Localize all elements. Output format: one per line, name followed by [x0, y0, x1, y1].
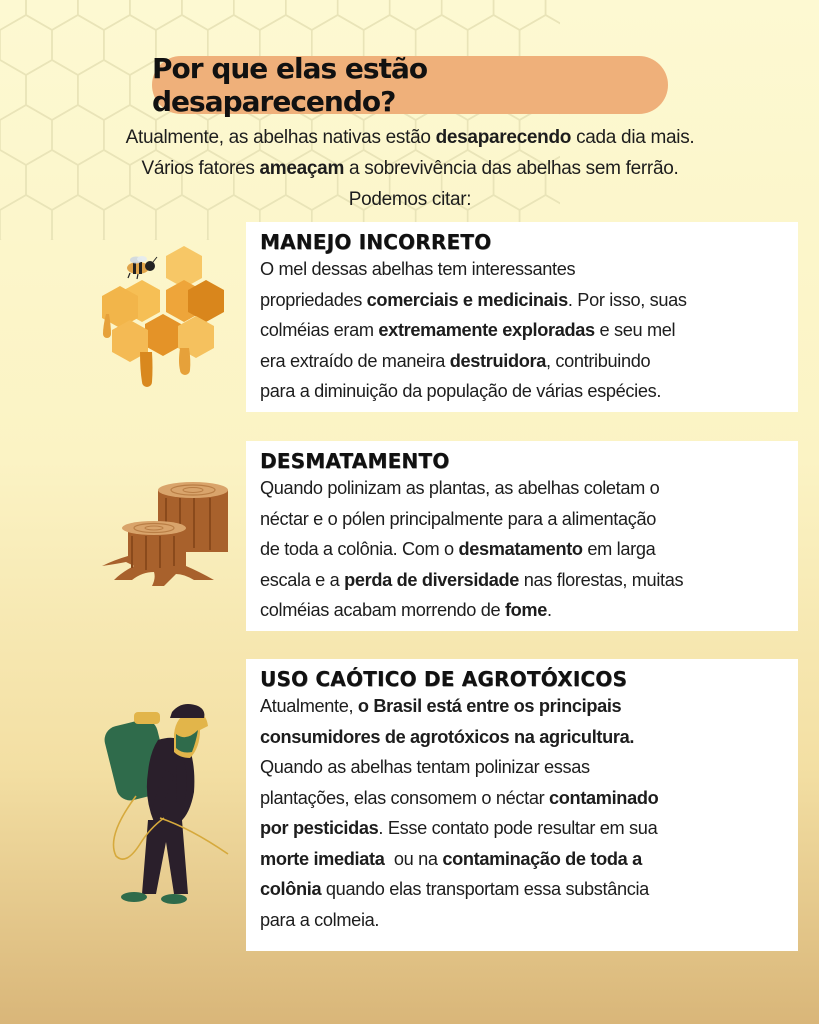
- text-run: Quando polinizam as plantas, as abelhas coletam o: [260, 478, 660, 498]
- body-line: [260, 254, 784, 285]
- bold-text-run: consumidores de agrotóxicos na agricultura.: [260, 726, 635, 747]
- section-body: [260, 473, 784, 626]
- text-run: . Por isso, suas: [567, 289, 687, 310]
- body-line: [260, 504, 784, 535]
- text-run: e seu mel: [594, 320, 676, 340]
- hexagon-cell: [546, 0, 560, 30]
- section-heading: DESMATAMENTO: [260, 449, 450, 473]
- hexagon-cell: [0, 60, 26, 120]
- text-run: Quando as abelhas tentam polinizar essas: [260, 757, 590, 777]
- honeycomb-bee-icon: [96, 244, 228, 394]
- text-run: plantações, elas consomem o néctar: [260, 787, 550, 808]
- text-run: Atualmente, as abelhas nativas estão: [125, 127, 436, 148]
- body-line: [260, 534, 784, 565]
- bold-text-run: contaminado: [549, 787, 659, 808]
- text-run: escala e a: [260, 569, 345, 590]
- bold-text-run: o Brasil está entre os principais: [357, 696, 622, 716]
- body-line: [260, 376, 784, 407]
- hexagon-cell: [234, 0, 286, 30]
- text-run: Podemos citar:: [348, 189, 472, 210]
- section-card-manejo: [246, 222, 798, 412]
- text-run: para a colmeia.: [260, 909, 380, 930]
- hexagon-cell: [0, 195, 52, 240]
- text-run: .: [547, 600, 552, 620]
- hexagon-cell: [26, 0, 78, 30]
- hexagon-cell: [0, 15, 52, 75]
- hexagon-cell: [0, 150, 26, 210]
- hexagon-cell: [182, 0, 234, 30]
- hexagon-cell: [104, 15, 156, 75]
- section-heading: MANEJO INCORRETO: [260, 230, 492, 254]
- text-run: ou na: [384, 848, 443, 869]
- text-run: era extraído de maneira: [260, 350, 450, 371]
- hexagon-cell: [390, 0, 442, 30]
- hexagon-cell: [0, 0, 26, 30]
- text-run: propriedades: [260, 289, 367, 310]
- body-line: [260, 874, 784, 905]
- body-line: [260, 722, 784, 753]
- intro-text: [90, 122, 730, 215]
- text-run: de toda a colônia. Com o: [260, 539, 459, 559]
- hexagon-cell: [78, 60, 130, 120]
- intro-line-3: [90, 184, 730, 215]
- body-line: [260, 691, 784, 722]
- bold-text-run: comerciais e medicinais: [366, 289, 568, 310]
- page-title: Por que elas estão desaparecendo?: [152, 52, 428, 118]
- text-run: colméias eram: [260, 320, 379, 340]
- bold-text-run: perda de diversidade: [344, 569, 520, 590]
- text-run: colméias acabam morrendo de: [260, 600, 505, 620]
- hexagon-cell: [130, 0, 182, 30]
- text-run: . Esse contato pode resultar em sua: [378, 818, 658, 838]
- text-run: para a diminuição da população de várias espécies.: [260, 381, 662, 401]
- body-line: [260, 813, 784, 844]
- text-run: a sobrevivência das abelhas sem ferrão.: [344, 158, 679, 179]
- text-run: cada dia mais.: [571, 127, 695, 148]
- intro-line-2: [90, 153, 730, 184]
- bold-text-run: desmatamento: [458, 539, 583, 559]
- body-line: [260, 346, 784, 377]
- bold-text-run: fome: [504, 600, 548, 620]
- tree-stumps-icon: [94, 478, 234, 588]
- hexagon-cell: [494, 0, 546, 30]
- text-run: Vários fatores: [141, 158, 260, 179]
- section-card-agrotoxicos: [246, 659, 798, 951]
- pesticide-sprayer-icon: [100, 700, 235, 910]
- section-body: [260, 691, 784, 935]
- body-line: [260, 844, 784, 875]
- bold-text-run: colônia: [260, 879, 322, 899]
- text-run: O mel dessas abelhas tem interessantes: [260, 259, 576, 279]
- hexagon-cell: [338, 0, 390, 30]
- text-run: em larga: [582, 539, 656, 559]
- text-run: néctar e o pólen principalmente para a alimentação: [260, 508, 657, 529]
- section-body: [260, 254, 784, 407]
- title-banner: [152, 52, 668, 118]
- text-run: Atualmente,: [260, 696, 358, 716]
- body-line: [260, 565, 784, 596]
- bold-text-run: extremamente exploradas: [378, 320, 595, 340]
- body-line: [260, 783, 784, 814]
- hexagon-cell: [0, 105, 52, 165]
- hexagon-cell: [26, 60, 78, 120]
- bold-text-run: contaminação de toda a: [442, 848, 642, 869]
- text-run: nas florestas, muitas: [519, 569, 684, 590]
- body-line: [260, 473, 784, 504]
- bold-text-run: destruidora: [449, 350, 546, 371]
- honeycomb-cells: [102, 246, 224, 362]
- section-card-desmatamento: [246, 441, 798, 631]
- intro-line-1: [90, 122, 730, 153]
- bold-text-run: morte imediata: [260, 848, 385, 869]
- section-heading: USO CAÓTICO DE AGROTÓXICOS: [260, 667, 628, 691]
- hexagon-cell: [52, 15, 104, 75]
- bold-text-run: desaparecendo: [435, 127, 572, 148]
- hexagon-cell: [286, 0, 338, 30]
- hexagon-cell: [78, 0, 130, 30]
- hexagon-cell: [442, 0, 494, 30]
- text-run: quando elas transportam essa substância: [321, 879, 649, 899]
- body-line: [260, 315, 784, 346]
- body-line: [260, 595, 784, 626]
- hexagon-cell: [26, 150, 78, 210]
- body-line: [260, 285, 784, 316]
- body-line: [260, 905, 784, 936]
- text-run: , contribuindo: [545, 350, 651, 371]
- body-line: [260, 752, 784, 783]
- bold-text-run: por pesticidas: [260, 818, 379, 838]
- bold-text-run: ameaçam: [259, 158, 345, 179]
- bee: [127, 256, 157, 279]
